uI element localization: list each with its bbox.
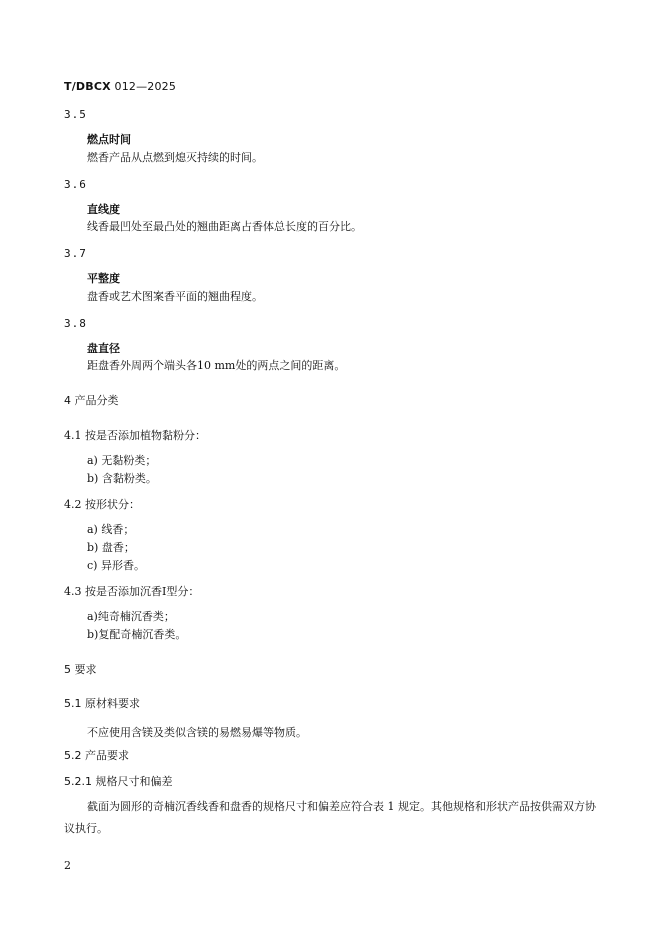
standard-code-prefix: T/DBCX — [64, 80, 111, 93]
term-3-6-number: 3.6 — [64, 178, 87, 191]
term-3-5-title: 燃点时间 — [87, 133, 131, 146]
term-3-6-definition: 线香最凹处至最凸处的翘曲距离占香体总长度的百分比。 — [87, 220, 362, 233]
term-3-8-definition: 距盘香外周两个端头各10 mm处的两点之间的距离。 — [87, 359, 346, 372]
clause-5-2-1-text: 截面为圆形的奇楠沉香线香和盘香的规格尺寸和偏差应符合表 1 规定。其他规格和形状产品按供需双方协议执行。 — [64, 800, 596, 835]
clause-4-3-item-a: a)纯奇楠沉香类； — [87, 610, 175, 623]
term-3-8-number: 3.8 — [64, 317, 87, 330]
standard-code-suffix: 012—2025 — [110, 80, 177, 93]
clause-4-2-item-b: b) 盘香； — [87, 541, 135, 554]
clause-4-3-item-b: b)复配奇楠沉香类。 — [87, 628, 187, 641]
section-5-heading: 5 要求 — [64, 663, 97, 676]
clause-5-2-1-title: 5.2.1 规格尺寸和偏差 — [64, 775, 173, 788]
clause-4-2-title: 4.2 按形状分： — [64, 498, 140, 511]
clause-4-3-title: 4.3 按是否添加沉香Ⅰ型分： — [64, 585, 200, 598]
term-3-7-title: 平整度 — [87, 272, 120, 285]
term-3-5-definition: 燃香产品从点燃到熄灭持续的时间。 — [87, 151, 263, 164]
clause-5-1-title: 5.1 原材料要求 — [64, 697, 140, 710]
term-3-5-number: 3.5 — [64, 108, 87, 121]
clause-4-1-item-b: b) 含黏粉类。 — [87, 472, 157, 485]
clause-4-2-item-c: c) 异形香。 — [87, 559, 145, 572]
clause-4-1-item-a: a) 无黏粉类； — [87, 454, 157, 467]
term-3-6-title: 直线度 — [87, 203, 120, 216]
clause-5-2-title: 5.2 产品要求 — [64, 749, 129, 762]
clause-4-1-title: 4.1 按是否添加植物黏粉分： — [64, 429, 206, 442]
clause-4-2-item-a: a) 线香； — [87, 523, 135, 536]
section-4-heading: 4 产品分类 — [64, 394, 119, 407]
term-3-7-definition: 盘香或艺术图案香平面的翘曲程度。 — [87, 290, 263, 303]
term-3-7-number: 3.7 — [64, 247, 87, 260]
clause-5-1-text: 不应使用含镁及类似含镁的易燃易爆等物质。 — [87, 726, 307, 739]
term-3-8-title: 盘直径 — [87, 342, 120, 355]
page-number: 2 — [64, 859, 71, 872]
standard-code-header — [64, 80, 176, 93]
